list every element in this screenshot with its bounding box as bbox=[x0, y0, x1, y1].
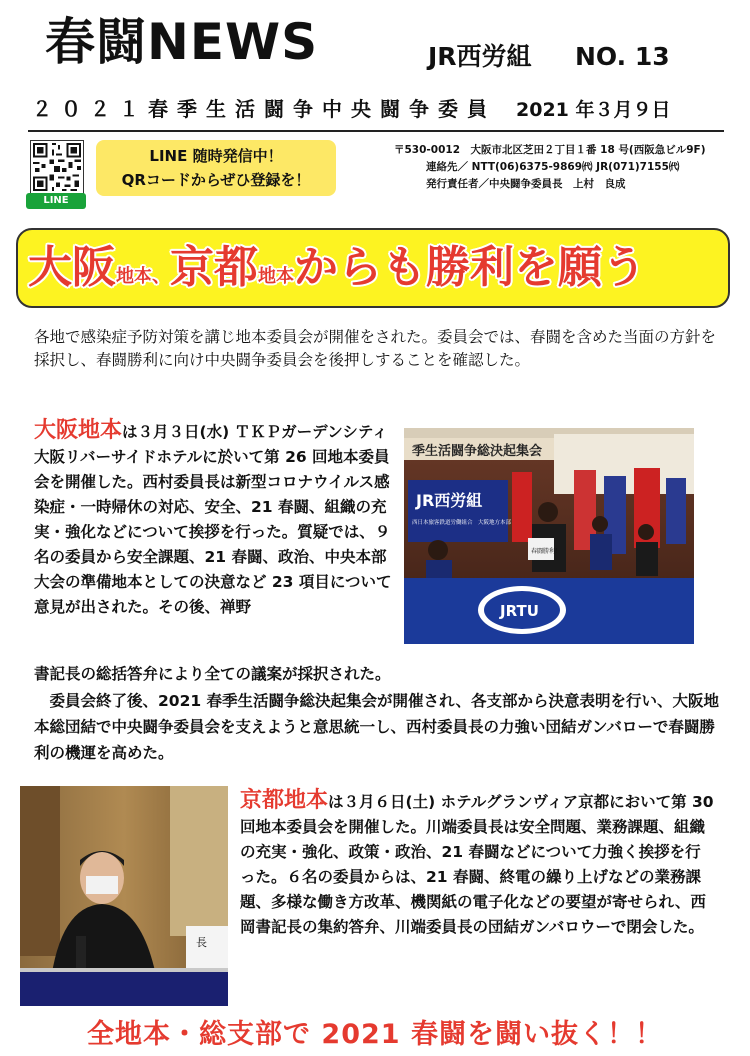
union-name: JR西労組 bbox=[428, 42, 532, 71]
line-promo-box bbox=[96, 140, 336, 196]
osaka-rally-photo bbox=[404, 428, 694, 644]
header-divider bbox=[28, 130, 724, 132]
kyoto-keyword: 京都地本 bbox=[240, 788, 329, 813]
contact-phone: 連絡先／ NTT(06)6375-9869㈹ JR(071)7155㈹ bbox=[426, 161, 680, 173]
headline-part-osaka-small: 地本 bbox=[116, 266, 152, 287]
headline-part-osaka: 大阪 bbox=[28, 242, 116, 293]
contact-publisher: 発行責任者／中央闘争委員長 上村 良成 bbox=[426, 178, 626, 190]
promo-line-1: LINE 随時発信中！ bbox=[149, 147, 283, 165]
footer-slogan: 全地本・総支部で 2021 春闘を闘い抜く！！ bbox=[87, 1019, 663, 1050]
osaka-body-continued: 書記長の総括答弁により全ての議案が採択された。 bbox=[34, 665, 391, 683]
photo-banner-text: 季生活闘争総決起集会 bbox=[412, 444, 543, 459]
headline-text bbox=[28, 240, 646, 296]
newsletter-title: 春闘NEWS bbox=[45, 13, 319, 71]
committee-name: ２０２１春季生活闘争中央闘争委員 bbox=[32, 97, 496, 121]
issue-number: NO. 13 bbox=[575, 42, 670, 71]
photo-sign-text: JR西労組 bbox=[416, 491, 483, 510]
photo-nameplate-text: 長 bbox=[196, 936, 207, 949]
line-badge: LINE bbox=[26, 193, 86, 209]
osaka-article bbox=[34, 418, 396, 620]
headline-part-kyoto: 京都 bbox=[170, 242, 258, 293]
photo-placard-text: 春闘勝利！ bbox=[531, 548, 562, 555]
photo-sign-subtext: 西日本旅客鉄道労働組合 大阪地方本部 bbox=[412, 520, 512, 526]
headline-banner bbox=[16, 228, 730, 308]
promo-line-2: QRコードからぜひ登録を！ bbox=[121, 171, 311, 189]
contact-block bbox=[394, 142, 706, 193]
headline-part-kyoto-small: 地本 bbox=[258, 266, 294, 287]
issue-date: 2021 年３月９日 bbox=[516, 99, 671, 121]
contact-address: 〒530-0012 大阪市北区芝田２丁目１番 18 号(西阪急ビル9F) bbox=[394, 144, 706, 156]
headline-part-main: からも勝利を願う bbox=[294, 242, 646, 293]
photo-logo-text: JRTU bbox=[500, 602, 539, 620]
kyoto-meeting-photo bbox=[20, 786, 228, 1006]
headline-separator: 、 bbox=[152, 266, 170, 287]
lead-paragraph: 各地で感染症予防対策を講じ地本委員会が開催をされた。委員会では、春闘を含めた当面の方針を採択し、春闘勝利に向け中央闘争委員会を後押しすることを確認した。 bbox=[34, 328, 717, 369]
qr-code-icon[interactable] bbox=[30, 140, 84, 194]
osaka-body: は３月３日(水) ＴＫＰガーデンシティ大阪リバーサイドホテルに於いて第 26 回地本委員会を開催した。西村委員長は新型コロナウイルス感染症・一時帰休の対応、安全、21 春闘、組織の充実・強化などについて挨拶を行った。質疑では、９名の委員から安全課題、21 春闘、政治、中央本部大会の準備地本としての決意など 23 項目について意見が出された。その後、禅野 bbox=[34, 423, 392, 616]
osaka-keyword: 大阪地本 bbox=[34, 418, 123, 443]
osaka-paragraph-2: 委員会終了後、2021 春季生活闘争総決起集会が開催され、各支部から決意表明を行い、大阪地本総団結で中央闘争委員会を支えようと意思統一し、西村委員長の力強い団結ガンバローで春闘勝利の機運を高めた。 bbox=[34, 692, 719, 762]
kyoto-article bbox=[240, 788, 714, 940]
kyoto-body: は３月６日(土) ホテルグランヴィア京都において第 30 回地本委員会を開催した。川端委員長は安全問題、業務課題、組織の充実・強化、政策・政治、21 春闘などについて力強く挨拶を行った。６名の委員からは、21 春闘、終電の繰り上げなどの業務課題、多様な働き方改革、機関紙の電子化などの要望が寄せられ、西岡書記長の集約答弁、川端委員長の団結ガンバロウーで閉会した。 bbox=[240, 793, 714, 936]
